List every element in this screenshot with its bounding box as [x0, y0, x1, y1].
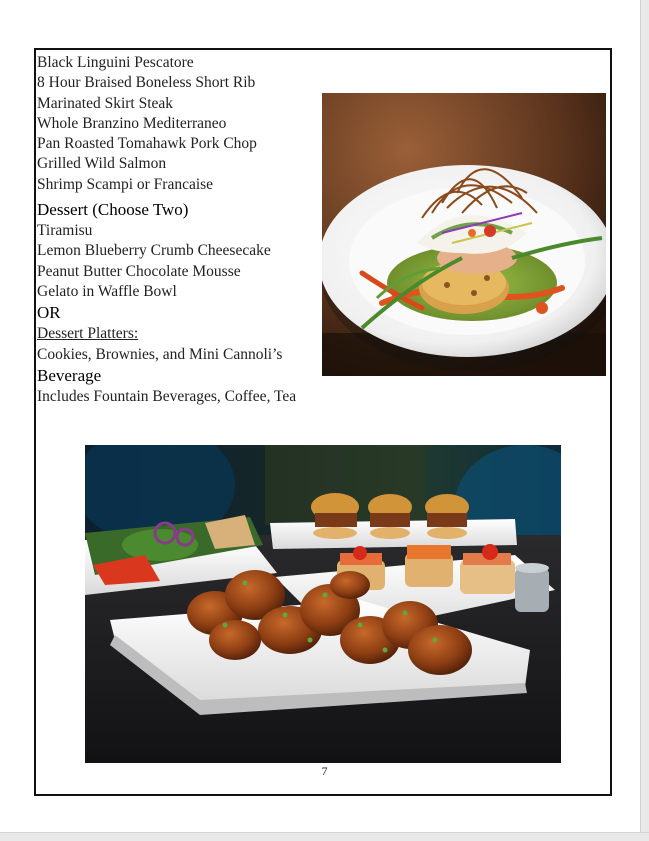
entree-item: Whole Branzino Mediterraneo — [37, 114, 227, 132]
dessert-platters-label: Dessert Platters: — [37, 325, 139, 343]
entree-item: Black Linguini Pescatore — [37, 54, 194, 71]
menu-text — [37, 53, 327, 407]
beverage-text: Includes Fountain Beverages, Coffee, Tea — [37, 387, 297, 405]
entree-item: Pan Roasted Tomahawk Pork Chop — [37, 135, 257, 153]
entree-item: Grilled Wild Salmon — [37, 155, 167, 173]
dessert-heading: Dessert (Choose Two) — [37, 200, 189, 220]
plated-dish-photo — [322, 93, 606, 376]
page-number: 7 — [321, 764, 328, 778]
or-label: OR — [37, 303, 61, 323]
dessert-item: Gelato in Waffle Bowl — [37, 282, 177, 300]
dessert-item: Lemon Blueberry Crumb Cheesecake — [37, 242, 271, 260]
dessert-platters-text: Cookies, Brownies, and Mini Cannoli’s — [37, 345, 283, 363]
entree-item: Marinated Skirt Steak — [37, 94, 174, 112]
entree-item: Shrimp Scampi or Francaise — [37, 175, 214, 193]
appetizer-spread-photo — [85, 445, 561, 763]
beverage-heading: Beverage — [37, 365, 102, 385]
dessert-item: Tiramisu — [37, 222, 93, 240]
dessert-item: Peanut Butter Chocolate Mousse — [37, 262, 241, 280]
page-edge-right — [640, 0, 649, 840]
entree-item: 8 Hour Braised Boneless Short Rib — [37, 74, 256, 92]
